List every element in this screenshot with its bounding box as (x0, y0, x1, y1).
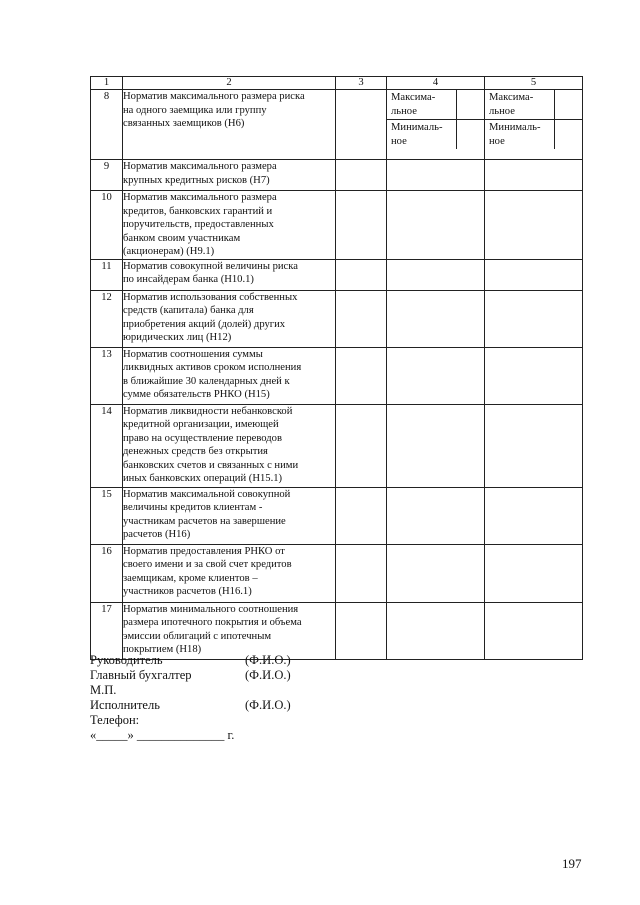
header-col-1: 1 (91, 77, 123, 90)
value-cell (387, 347, 485, 404)
page-number: 197 (562, 856, 582, 871)
value-cell (485, 404, 583, 487)
row-description: Норматив максимального размера риска на одного заемщика или группу связанных заемщиков (Н6) (123, 90, 336, 160)
value-cell (336, 404, 387, 487)
table-row (91, 90, 583, 160)
value-cell (485, 160, 583, 191)
table-row (91, 487, 583, 544)
value-cell (336, 602, 387, 659)
row-description: Норматив совокупной величины риска по инсайдерам банка (Н10.1) (123, 259, 336, 290)
executor-label: Исполнитель (90, 698, 160, 712)
col5-inner-table (485, 90, 582, 149)
table-header-row (91, 77, 583, 90)
value-cell (485, 347, 583, 404)
row-description: Норматив ликвидности небанковской кредитной организации, имеющей право на осуществление переводов денежных средств без открытия банковских счетов и связанных с ними иных банковских операций (Н15.1) (123, 404, 336, 487)
header-col-3: 3 (336, 77, 387, 90)
col5-subcells (485, 90, 583, 160)
col4-subcells (387, 90, 485, 160)
row-number: 15 (91, 487, 123, 544)
min-label: Минималь- ное (387, 120, 457, 150)
table-row (91, 602, 583, 659)
value-cell (387, 290, 485, 347)
value-cell (387, 487, 485, 544)
value-cell (336, 347, 387, 404)
row-number: 17 (91, 602, 123, 659)
row-number: 12 (91, 290, 123, 347)
value-cell (485, 290, 583, 347)
value-cell (387, 191, 485, 260)
value-cell (336, 487, 387, 544)
row-description: Норматив предоставления РНКО от своего имени и за свой счет кредитов заемщикам, кроме клиентов – участников расчетов (Н16.1) (123, 544, 336, 602)
row-number: 16 (91, 544, 123, 602)
value-cell (387, 602, 485, 659)
row-description: Норматив максимального размера кредитов, банковских гарантий и поручительств, предоставленных банком своим участникам (акционерам) (Н9.1) (123, 191, 336, 260)
date-line: «_____» ______________ г. (90, 728, 235, 742)
header-col-5: 5 (485, 77, 583, 90)
row-number: 10 (91, 191, 123, 260)
value-cell (387, 160, 485, 191)
value-cell (387, 544, 485, 602)
value-cell (336, 544, 387, 602)
min-value-cell (457, 120, 485, 150)
value-cell (387, 259, 485, 290)
row-number: 9 (91, 160, 123, 191)
table-row (91, 544, 583, 602)
min-value-cell (555, 120, 583, 150)
row-description: Норматив максимального размера крупных кредитных рисков (Н7) (123, 160, 336, 191)
header-col-2: 2 (123, 77, 336, 90)
table-row (91, 191, 583, 260)
max-label: Максима- льное (387, 90, 457, 120)
value-cell (336, 191, 387, 260)
row-number: 8 (91, 90, 123, 160)
value-cell (485, 602, 583, 659)
executor-fio: (Ф.И.О.) (245, 698, 291, 712)
row-description: Норматив использования собственных средств (капитала) банка для приобретения акций (долей) других юридических лиц (Н12) (123, 290, 336, 347)
value-cell (387, 404, 485, 487)
accountant-label: Главный бухгалтер (90, 668, 192, 682)
row-description: Норматив соотношения суммы ликвидных активов сроком исполнения в ближайшие 30 календарных дней к сумме обязательств РНКО (Н15) (123, 347, 336, 404)
value-cell (336, 160, 387, 191)
col4-inner-table (387, 90, 484, 149)
value-cell (336, 259, 387, 290)
table-row (91, 160, 583, 191)
normatives-table (90, 76, 583, 660)
value-cell (485, 259, 583, 290)
accountant-fio: (Ф.И.О.) (245, 668, 291, 682)
max-label: Максима- льное (485, 90, 555, 120)
row-description: Норматив минимального соотношения размера ипотечного покрытия и объема эмиссии облигаций с ипотечным покрытием (Н18) (123, 602, 336, 659)
stamp-label: М.П. (90, 683, 117, 697)
header-col-4: 4 (387, 77, 485, 90)
value-cell (336, 290, 387, 347)
row-number: 11 (91, 259, 123, 290)
table-row (91, 259, 583, 290)
table-row (91, 290, 583, 347)
value-cell (485, 487, 583, 544)
row-number: 14 (91, 404, 123, 487)
value-cell (485, 191, 583, 260)
value-cell (336, 90, 387, 160)
table-row (91, 404, 583, 487)
row-number: 13 (91, 347, 123, 404)
table-row (91, 347, 583, 404)
phone-label: Телефон: (90, 713, 140, 727)
value-cell (485, 544, 583, 602)
max-value-cell (555, 90, 583, 120)
max-value-cell (457, 90, 485, 120)
min-label: Минималь- ное (485, 120, 555, 150)
head-label: Руководитель (90, 653, 163, 667)
head-fio: (Ф.И.О.) (245, 653, 291, 667)
row-description: Норматив максимальной совокупной величины кредитов клиентам - участникам расчетов на завершение расчетов (Н16) (123, 487, 336, 544)
